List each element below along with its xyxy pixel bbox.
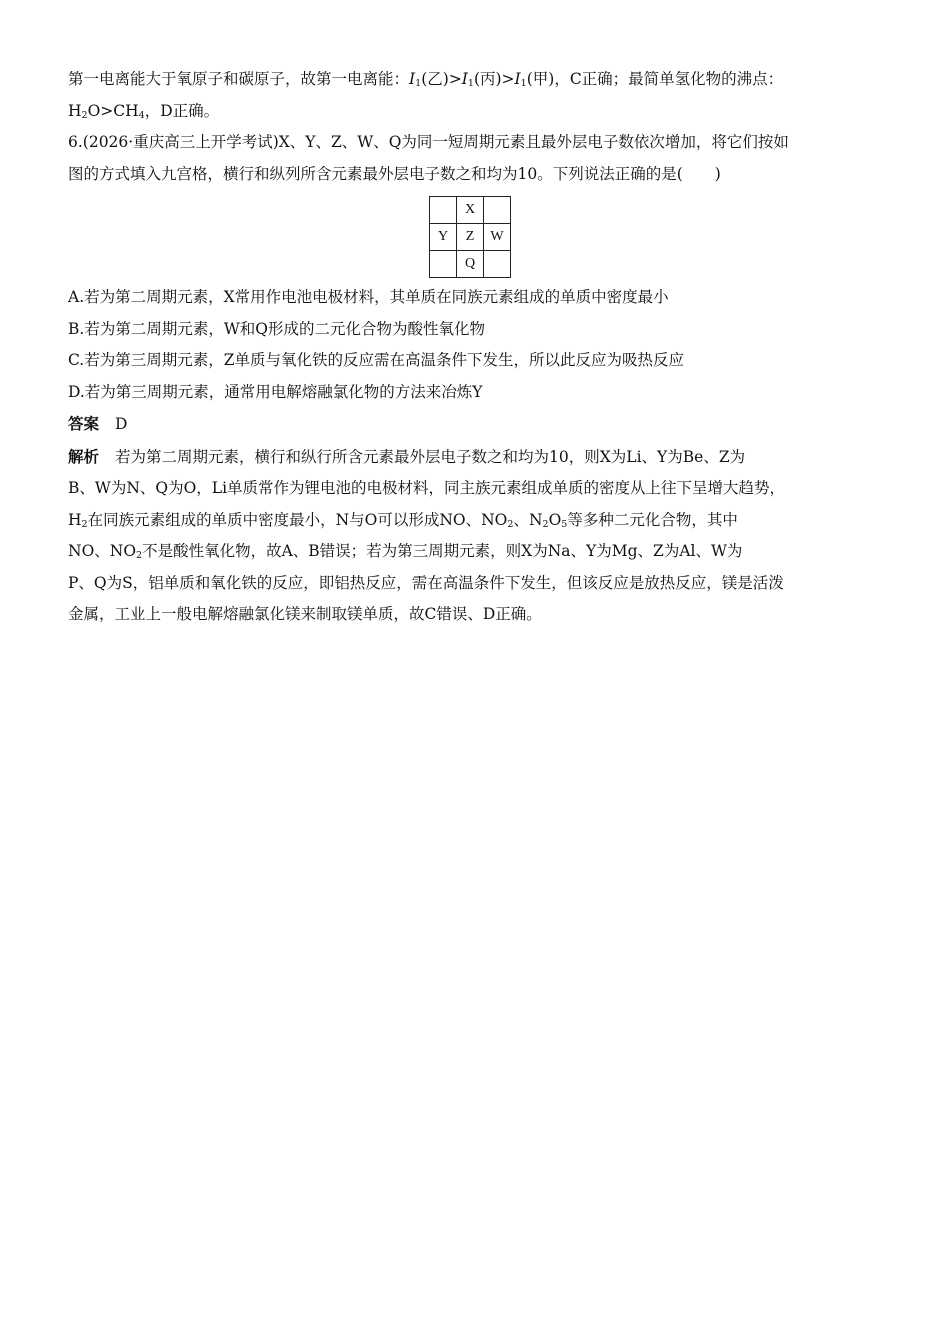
text-segment: 在同族元素组成的单质中密度最小，N与O可以形成NO、NO bbox=[87, 510, 508, 529]
text-segment: H bbox=[68, 510, 82, 529]
text-segment: O>CH bbox=[87, 101, 139, 120]
text-segment: O bbox=[548, 510, 562, 529]
grid-cell: Q bbox=[457, 251, 484, 278]
option-c: C.若为第三周期元素，Z单质与氧化铁的反应需在高温条件下发生，所以此反应为吸热反应 bbox=[68, 351, 685, 369]
symbol-i: I bbox=[514, 70, 521, 88]
analysis-line-3 bbox=[68, 505, 884, 537]
text-line-2 bbox=[68, 96, 884, 128]
text-segment: 图的方式填入九宫格，横行和纵列所含元素最外层电子数之和均为10。下列说法正确的是( bbox=[68, 164, 683, 183]
grid-cell bbox=[430, 251, 457, 278]
grid-cell: Z bbox=[457, 224, 484, 251]
subscript: 5 bbox=[561, 518, 568, 530]
option-d: D.若为第三周期元素，通常用电解熔融氯化物的方法来冶炼Y bbox=[68, 382, 483, 401]
grid-cell bbox=[484, 251, 511, 278]
analysis-line-2: B、W为N、Q为O，Li单质常作为锂电池的电极材料，同主族元素组成单质的密度从上往下呈增大趋势， bbox=[68, 479, 786, 497]
symbol-i: I bbox=[461, 70, 468, 88]
question-stem-line-2 bbox=[68, 159, 884, 191]
subscript: 2 bbox=[542, 518, 549, 530]
grid-row bbox=[430, 224, 511, 251]
symbol-i: I bbox=[409, 70, 416, 88]
text-segment: 若为第二周期元素，横行和纵行所含元素最外层电子数之和均为10，则X为Li、Y为Be、Z为 bbox=[115, 447, 746, 466]
subscript: 2 bbox=[136, 550, 143, 561]
text-segment: ，D正确。 bbox=[144, 101, 220, 120]
subscript: 2 bbox=[81, 518, 88, 530]
text-line-1 bbox=[68, 64, 884, 96]
option-b: B.若为第二周期元素，W和Q形成的二元化合物为酸性氧化物 bbox=[68, 319, 485, 338]
text-segment: 等多种二元化合物，其中 bbox=[567, 510, 738, 529]
analysis-line-4 bbox=[68, 536, 884, 568]
subscript: 2 bbox=[81, 109, 88, 121]
analysis-line-1 bbox=[68, 441, 884, 474]
grid-cell: Y bbox=[430, 224, 457, 251]
nine-grid-figure bbox=[68, 196, 884, 278]
grid-row bbox=[430, 251, 511, 278]
nine-grid bbox=[429, 196, 511, 278]
grid-cell bbox=[430, 197, 457, 224]
subscript: 1 bbox=[467, 78, 474, 89]
subscript: 4 bbox=[138, 109, 145, 121]
subscript: 2 bbox=[507, 518, 514, 530]
grid-cell: X bbox=[457, 197, 484, 224]
text-segment: (乙)> bbox=[421, 70, 462, 88]
text-segment: H bbox=[68, 101, 82, 120]
text-segment: (甲)，C正确；最简单氢化物的沸点： bbox=[526, 70, 784, 88]
document-page bbox=[68, 64, 884, 631]
grid-cell bbox=[484, 197, 511, 224]
analysis-label: 解析 bbox=[68, 446, 100, 466]
analysis-line-6: 金属，工业上一般电解熔融氯化镁来制取镁单质，故C错误、D正确。 bbox=[68, 605, 542, 623]
subscript: 1 bbox=[415, 78, 422, 89]
question-stem-line-1: 6.(2026·重庆高三上开学考试)X、Y、Z、W、Q为同一短周期元素且最外层电子数依次增加，将它们按如 bbox=[68, 133, 789, 151]
answer-value: D bbox=[115, 415, 128, 433]
grid-cell: W bbox=[484, 224, 511, 251]
text-segment: 第一电离能大于氧原子和碳原子，故第一电离能： bbox=[68, 70, 410, 88]
answer-label: 答案 bbox=[68, 414, 100, 433]
grid-row bbox=[430, 197, 511, 224]
text-segment: NO、NO bbox=[68, 542, 137, 560]
answer-line bbox=[68, 408, 884, 441]
text-segment: 不是酸性氧化物，故A、B错误；若为第三周期元素，则X为Na、Y为Mg、Z为Al、W为 bbox=[142, 542, 743, 560]
subscript: 1 bbox=[520, 78, 527, 89]
text-segment: 、N bbox=[513, 510, 543, 529]
option-a: A.若为第二周期元素，X常用作电池电极材料，其单质在同族元素组成的单质中密度最小 bbox=[68, 288, 669, 306]
analysis-line-5: P、Q为S，铝单质和氧化铁的反应，即铝热反应，需在高温条件下发生，但该反应是放热反应，镁是活泼 bbox=[68, 573, 784, 592]
text-segment: (丙)> bbox=[473, 70, 515, 88]
text-segment: ) bbox=[714, 164, 721, 183]
